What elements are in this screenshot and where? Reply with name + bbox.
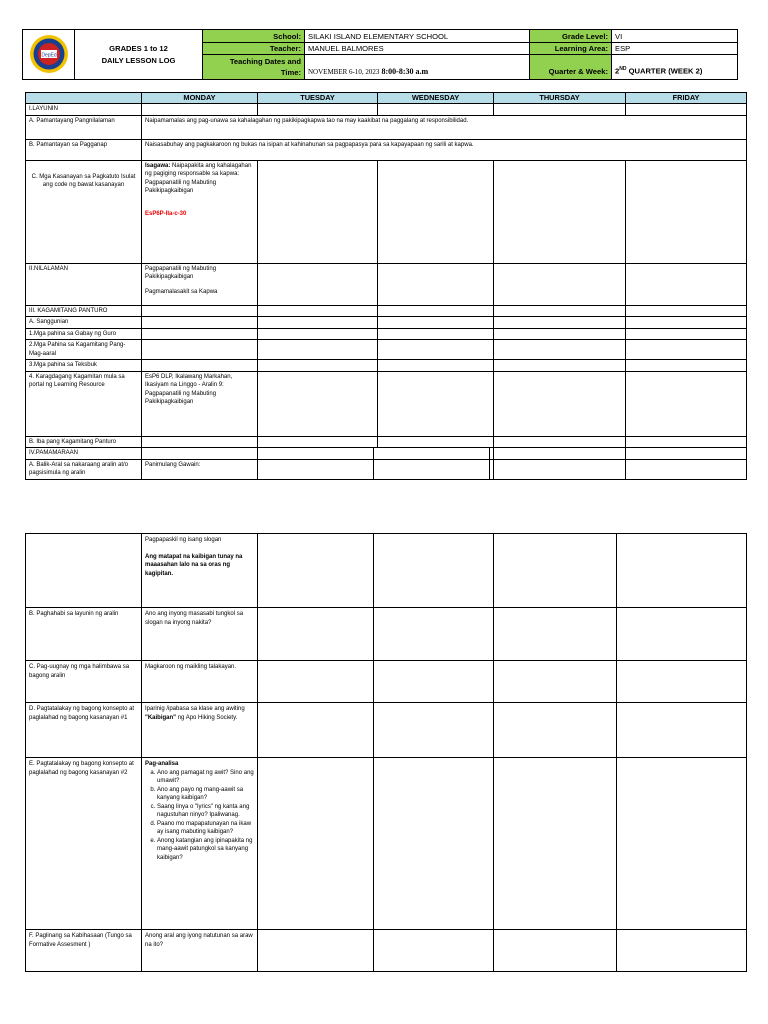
school-label: School: (203, 30, 305, 43)
pag-analisa-heading: Pag-analisa (145, 761, 179, 767)
pagganap-label: B. Pamantayan sa Pagganap (26, 139, 142, 160)
quarter-label: Quarter & Week: (530, 55, 612, 80)
day-thursday: THURSDAY (494, 93, 626, 104)
slogan-text: Ang matapat na kaibigan tunay na maaasahan lalo na sa oras ng kagipitan. (145, 553, 243, 577)
grade-label: Grade Level: (530, 30, 612, 43)
slogan-cell: Pagpapaskil ng isang slogan Ang matapat na kaibigan tunay na maaasahan lalo na sa oras ng kagipitan. (142, 534, 258, 608)
day-friday: FRIDAY (626, 93, 747, 104)
question-item: b. Ano ang payo ng mang-aawit sa kanyang kaibigan? (157, 786, 254, 803)
iba-pang-label: B. Iba pang Kagamitang Panturo (26, 436, 142, 448)
paglinang-value: Anong aral ang iyong natutunan sa araw na ito? (142, 930, 258, 972)
question-item: e. Anong katangian ang ipinapakita ng mang-aawit patungkol sa kanyang kaibigan? (157, 837, 254, 863)
gabay-label: 1.Mga pahina sa Gabay ng Guro (26, 328, 142, 340)
karagdagang-label: 4. Karagdagang Kagamitan mula sa portal ng Learning Resource (26, 371, 142, 436)
pag-uugnay-value: Magkaroon ng maikling talakayan. (142, 661, 258, 703)
lesson-log-header (22, 29, 738, 80)
pagtatalakay-1-label: D. Pagtatalakay ng bagong konsepto at paglalahad ng bagong kasanayan #1 (26, 703, 142, 758)
area-label: Learning Area: (530, 43, 612, 55)
nilalaman-value: Pagpapanatili ng Mabuting Pakikipagkaibigan Pagmamalasakit sa Kapwa (142, 263, 258, 305)
kasanayan-value: Isagawa: Naipapakita ang kahalagahan ng pagiging responsable sa kapwa: Pagpapanatili ng Mabuting Pakikipagkaibigan EsP6P-IIa-c-30 (142, 160, 258, 263)
pag-analisa-cell (142, 758, 258, 930)
mag-aaral-label: 2.Mga Pahina sa Kagamitang Pang-Mag-aaral (26, 340, 142, 360)
pagtatalakay-2-label: E. Pagtatalakay ng bagong konsepto at paglalahad ng bagong kasanayan #2 (26, 758, 142, 930)
school-value: SILAKI ISLAND ELEMENTARY SCHOOL (305, 30, 530, 43)
deped-seal-icon (29, 34, 69, 74)
teacher-label: Teacher: (203, 43, 305, 55)
kasanayan-label: C. Mga Kasanayan sa Pagkatuto Isulat ang code ng bawat kasanayan (26, 160, 142, 263)
competency-code: EsP6P-IIa-c-30 (145, 210, 187, 217)
day-monday: MONDAY (142, 93, 258, 104)
grade-value: VI (612, 30, 738, 43)
pagganap-value: Naisasabuhay ang pagkakaroon ng bukas na isipan at kahinahunan sa pagpapasya para sa kapayapaan ng sarili at kapwa. (142, 139, 747, 160)
pamamaraan-label: IV.PAMAMARAAN (26, 448, 142, 460)
section-layunin: I.LAYUNIN (26, 104, 142, 116)
question-item: a. Ano ang pamagat ng awit? Sino ang umawit? (157, 769, 254, 786)
pag-uugnay-label: C. Pag-uugnay ng mga halimbawa sa bagong aralin (26, 661, 142, 703)
pagtatalakay-1-value: Iparinig /ipabasa sa klase ang awiting "Kaibigan" ng Apo Hiking Society. (142, 703, 258, 758)
balik-aral-label: A. Balik-Aral sa nakaraang aralin at/o pagsisimula ng aralin (26, 459, 142, 479)
kagamitang-label: III. KAGAMITANG PANTURO (26, 305, 142, 317)
karagdagang-value: EsP6 DLP, Ikalawang Markahan, Ikasiyam na Linggo - Aralin 9: Pagpapanatili ng Mabuting Pakikipagkaibigan (142, 371, 258, 436)
dates-label: Teaching Dates and Time: (203, 55, 305, 80)
title-line-1: GRADES 1 to 12 (109, 43, 168, 53)
lesson-log-table (25, 92, 747, 480)
quarter-value: 2ND QUARTER (WEEK 2) (612, 55, 738, 80)
day-tuesday: TUESDAY (258, 93, 378, 104)
sanggunian-label: A. Sanggunian (26, 317, 142, 329)
dates-value: NOVEMBER 6-10, 2023 8:00-8:30 a.m (305, 55, 530, 80)
pamantayang-label: A. Pamantayang Pangnilalaman (26, 115, 142, 139)
title-line-2: DAILY LESSON LOG (101, 55, 176, 65)
day-wednesday: WEDNESDAY (378, 93, 494, 104)
teksbuk-label: 3.Mga pahina sa Teksbuk (26, 360, 142, 372)
paghahabi-label: B. Paghahabi sa layunin ng aralin (26, 608, 142, 661)
svg-text:DepEd: DepEd (40, 52, 57, 58)
question-item: c. Saang linya o "lyrics" ng kanta ang nagustuhan ninyo? Ipaliwanag. (157, 803, 254, 820)
teacher-value: MANUEL BALMORES (305, 43, 530, 55)
pamantayang-value: Naipamamalas ang pag-unawa sa kahalagahan ng pakikipagkapwa tao na may kaakibat na paggalang at responsibilidad. (142, 115, 747, 139)
question-item: d. Paano mo mapapatunayan na ikaw ay isang mabuting kaibigan? (157, 820, 254, 837)
area-value: ESP (612, 43, 738, 55)
paghahabi-value: Ano ang inyong masasabi tungkol sa slogan na inyong nakita? (142, 608, 258, 661)
deped-logo (23, 30, 75, 80)
paglinang-label: F. Paglinang sa Kabihasaan (Tungo sa Formative Assesment ) (26, 930, 142, 972)
lesson-log-table-page-2 (25, 533, 747, 972)
nilalaman-label: II.NILALAMAN (26, 263, 142, 305)
balik-aral-value: Panimulang Gawain: (142, 459, 258, 479)
